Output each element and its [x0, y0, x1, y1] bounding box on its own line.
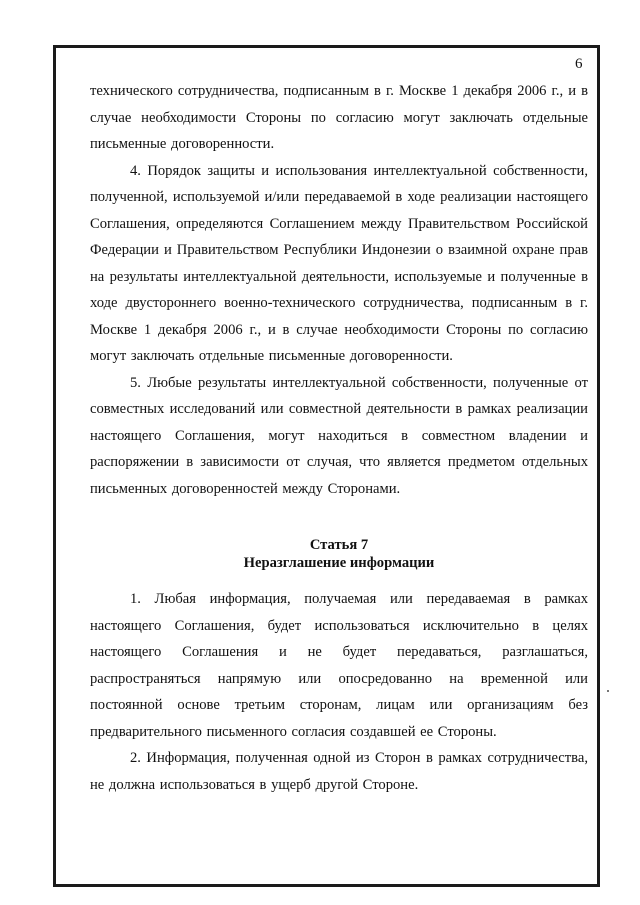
paragraph-clause-4: 4. Порядок защиты и использования интеллектуальной собственности, полученной, используемой и/или передаваемой в ходе реализации настоящего Соглашения, определяются Соглашением между Правительством Российской Федерации и Правительством Республики Индонезии о взаимной охране прав на результаты интеллектуальной деятельности, используемые и полученные в ходе двустороннего военно-технического сотрудничества, подписанным в г. Москве 1 декабря 2006 г., и в случае необходимости Стороны по согласию могут заключать отдельные письменные договоренности. [90, 162, 588, 364]
scan-speck [607, 690, 609, 692]
article-heading [90, 536, 588, 572]
article-number: Статья 7 [309, 537, 369, 553]
document-body [90, 78, 588, 798]
paragraph-article-clause-1: 1. Любая информация, получаемая или передаваемая в рамках настоящего Соглашения, будет использоваться исключительно в целях настоящего Соглашения и не будет передаваться, разглашаться, распространяться напрямую или опосредованно на временной или постоянной основе третьим сторонам, лицам или организациям без предварительного письменного согласия создавшей ее Стороны. [90, 591, 588, 740]
paragraph-clause-5: 5. Любые результаты интеллектуальной собственности, полученные от совместных исследований или совместной деятельности в рамках реализации настоящего Соглашения, могут находиться в совместном владении и распоряжении в зависимости от случая, что является предметом отдельных письменных договоренностей между Сторонами. [90, 374, 588, 497]
article-title: Неразглашение информации [243, 555, 435, 571]
paragraph-article-clause-2: 2. Информация, полученная одной из Сторон в рамках сотрудничества, не должна использоваться в ущерб другой Стороне. [90, 750, 588, 793]
paragraph-continuation: технического сотрудничества, подписанным в г. Москве 1 декабря 2006 г., и в случае необходимости Стороны по согласию могут заключать отдельные письменные договоренности. [90, 83, 588, 152]
page-number: 6 [575, 56, 583, 72]
